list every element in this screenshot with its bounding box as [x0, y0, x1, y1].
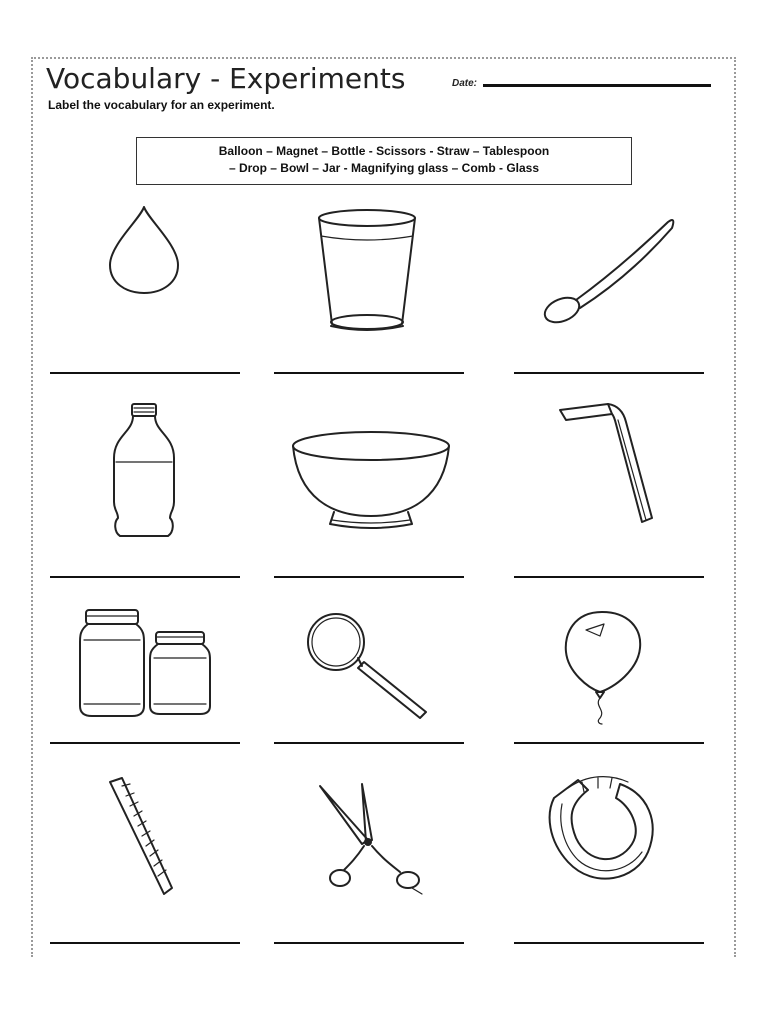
date-field	[452, 78, 711, 89]
bottle-icon	[106, 402, 182, 545]
page-title: Vocabulary - Experiments	[46, 62, 406, 95]
instruction-text: Label the vocabulary for an experiment.	[48, 98, 275, 112]
answer-line-4[interactable]	[50, 576, 240, 578]
answer-line-10[interactable]	[50, 942, 240, 944]
answer-line-6[interactable]	[514, 576, 704, 578]
answer-line-5[interactable]	[274, 576, 464, 578]
answer-line-7[interactable]	[50, 742, 240, 744]
answer-line-1[interactable]	[50, 372, 240, 374]
tablespoon-icon	[540, 210, 680, 335]
bowl-icon	[288, 428, 454, 537]
word-bank	[136, 137, 632, 185]
answer-line-12[interactable]	[514, 942, 704, 944]
answer-line-2[interactable]	[274, 372, 464, 374]
glass-icon	[312, 208, 422, 339]
scissors-icon	[316, 782, 426, 903]
balloon-icon	[560, 606, 650, 731]
answer-line-3[interactable]	[514, 372, 704, 374]
answer-line-9[interactable]	[514, 742, 704, 744]
date-label: Date:	[452, 78, 478, 89]
straw-icon	[556, 400, 656, 529]
word-bank-line-1: Balloon – Magnet – Bottle - Scissors - Straw – Tablespoon	[218, 144, 550, 158]
magnet-icon	[548, 770, 662, 897]
word-bank-line-2: – Drop – Bowl – Jar - Magnifying glass – Comb - Glass	[228, 161, 540, 175]
drop-icon	[104, 203, 184, 300]
answer-line-8[interactable]	[274, 742, 464, 744]
jars-icon	[78, 606, 218, 725]
comb-icon	[106, 776, 176, 905]
date-input-line[interactable]	[483, 84, 711, 87]
magnifying-glass-icon	[302, 608, 432, 723]
answer-line-11[interactable]	[274, 942, 464, 944]
